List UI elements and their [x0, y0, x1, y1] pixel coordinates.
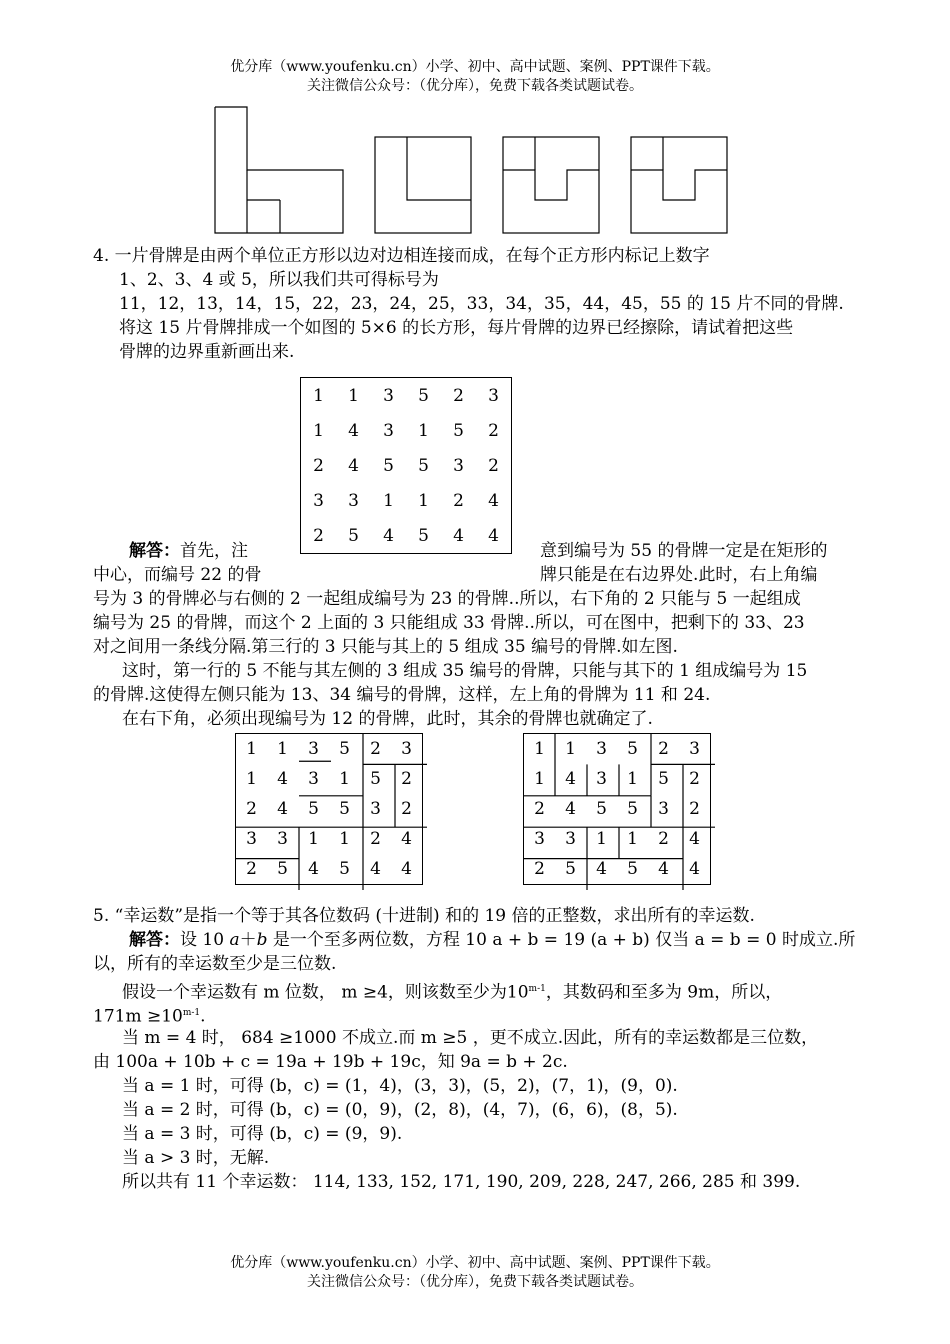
header-line-1: 优分库（www.youfenku.cn）小学、初中、高中试题、案例、PPT课件下载。	[230, 59, 720, 75]
grid-cell: 3	[308, 739, 319, 759]
grid-cell: 3	[308, 769, 319, 789]
p5-l5: 171m ≥10	[93, 1006, 183, 1027]
grid-row	[236, 794, 423, 824]
grid-cell: 2	[401, 769, 412, 789]
p5-line-5	[93, 1002, 206, 1028]
grid-cell: 1	[246, 769, 257, 789]
p5-l2b: a	[229, 930, 240, 950]
grid-cell: 3	[565, 829, 576, 849]
grid-cell: 5	[565, 859, 576, 879]
grid-cell: 5	[277, 859, 288, 879]
grid-cell: 4	[658, 859, 669, 879]
p4-line-1: 4. 一片骨牌是由两个单位正方形以边对边相连接而成，在每个正方形内标记上数字	[93, 246, 710, 266]
p5-line-7: 由 100a + 10b + c = 19a + 19b + 19c，知 9a = b + 2c.	[93, 1052, 568, 1072]
domino-grid-left	[235, 733, 423, 885]
p5-line-8: 当 a = 1 时，可得 (b，c) = (1，4)，(3，3)，(5，2)，(7，1)，(9，0).	[122, 1076, 678, 1096]
grid-cell: 2	[453, 490, 464, 511]
grid-cell: 3	[658, 799, 669, 819]
grid-cell: 4	[488, 525, 499, 546]
grid-row	[524, 794, 711, 824]
grid-cell: 2	[534, 799, 545, 819]
grid-cell: 3	[401, 739, 412, 759]
domino-grid	[300, 377, 512, 554]
grid-cell: 4	[689, 859, 700, 879]
grid-cell: 5	[339, 859, 350, 879]
p4-sol-1b: 意到编号为 55 的骨牌一定是在矩形的	[540, 541, 828, 561]
polyomino-figure	[0, 0, 950, 240]
grid-cell: 5	[339, 799, 350, 819]
grid-cell: 4	[308, 859, 319, 879]
grid-cell: 4	[383, 525, 394, 546]
grid-cell: 5	[627, 859, 638, 879]
grid-cell: 2	[534, 859, 545, 879]
grid-cell: 5	[658, 769, 669, 789]
grid-cell: 3	[246, 829, 257, 849]
grid-cell: 1	[627, 829, 638, 849]
p5-l4-sup: m-1	[528, 984, 546, 994]
grid-cell: 1	[339, 829, 350, 849]
header-line-2: 关注微信公众号：（优分库），免费下载各类试题试卷。	[307, 78, 643, 94]
grid-cell: 1	[596, 829, 607, 849]
grid-cell: 5	[453, 420, 464, 441]
grid-cell: 5	[418, 385, 429, 406]
grid-cell: 2	[488, 420, 499, 441]
solution-label: 解答：	[129, 541, 180, 561]
grid-row	[524, 734, 711, 765]
grid-cell: 3	[383, 420, 394, 441]
grid-cell: 4	[596, 859, 607, 879]
grid-cell: 4	[401, 859, 412, 879]
grid-cell: 5	[308, 799, 319, 819]
grid-cell: 2	[488, 455, 499, 476]
p4-sol-7: 的骨牌.这使得左侧只能为 13、34 编号的骨牌，这样，左上角的骨牌为 11 和 24.	[93, 685, 711, 705]
p5-line-12: 所以共有 11 个幸运数： 114, 133, 152, 171, 190, 209, 228, 247, 266, 285 和 399.	[122, 1172, 801, 1192]
grid-cell: 5	[370, 769, 381, 789]
grid-cell: 1	[348, 385, 359, 406]
grid-cell: 2	[453, 385, 464, 406]
grid-cell: 2	[658, 829, 669, 849]
grid-cell: 4	[277, 799, 288, 819]
grid-cell: 1	[534, 739, 545, 759]
grid-cell: 2	[313, 525, 324, 546]
p5-line-2	[129, 929, 855, 951]
p5-line-4	[122, 978, 782, 1004]
p5-line-1: 5. “幸运数”是指一个等于其各位数码 (十进制) 和的 19 倍的正整数，求出所有的幸运数.	[93, 906, 755, 926]
grid-cell: 5	[627, 739, 638, 759]
grid-cell: 4	[370, 859, 381, 879]
grid-cell: 2	[658, 739, 669, 759]
grid-cell: 4	[348, 420, 359, 441]
grid-cell: 3	[370, 799, 381, 819]
grid-cell: 5	[418, 525, 429, 546]
grid-cell: 1	[383, 490, 394, 511]
footer-line-1: 优分库（www.youfenku.cn）小学、初中、高中试题、案例、PPT课件下载。	[230, 1255, 720, 1271]
grid-row	[301, 448, 512, 483]
grid-cell: 4	[689, 829, 700, 849]
grid-row	[301, 518, 512, 554]
grid-cell: 2	[401, 799, 412, 819]
grid-row	[524, 824, 711, 854]
grid-row	[236, 824, 423, 854]
grid-cell: 2	[689, 799, 700, 819]
grid-row	[301, 378, 512, 414]
grid-cell: 4	[348, 455, 359, 476]
grid-cell: 2	[246, 799, 257, 819]
grid-row	[236, 854, 423, 885]
grid-cell: 5	[348, 525, 359, 546]
p5-line-10: 当 a = 3 时，可得 (b，c) = (9，9).	[122, 1124, 403, 1144]
grid-cell: 1	[313, 420, 324, 441]
grid-cell: 3	[596, 739, 607, 759]
grid-cell: 2	[313, 455, 324, 476]
grid-row	[236, 734, 423, 765]
grid-cell: 1	[534, 769, 545, 789]
p5-l5b: .	[200, 1006, 206, 1027]
p5-line-11: 当 a > 3 时，无解.	[122, 1148, 270, 1168]
grid-cell: 1	[565, 739, 576, 759]
p5-l4b: ，其数码和至多为 9m，所以，	[545, 982, 783, 1003]
footer-line-2: 关注微信公众号：（优分库），免费下载各类试题试卷。	[307, 1274, 643, 1290]
p4-sol-3: 号为 3 的骨牌必与右侧的 2 一起组成编号为 23 的骨牌..所以，右下角的 2 只能与 5 一起组成	[93, 589, 801, 609]
domino-grid-right	[523, 733, 711, 885]
p4-line-2: 1、2、3、4 或 5，所以我们共可得标号为	[119, 270, 439, 290]
grid-row	[236, 764, 423, 794]
grid-cell: 1	[313, 385, 324, 406]
grid-cell: 5	[418, 455, 429, 476]
p4-sol-5: 对之间用一条线分隔.第三行的 3 只能与其上的 5 组成 35 编号的骨牌.如左图.	[93, 637, 678, 657]
p4-sol-6: 这时，第一行的 5 不能与其左侧的 3 组成 35 编号的骨牌，只能与其下的 1 组成编号为 15	[122, 661, 808, 681]
grid-cell: 5	[596, 799, 607, 819]
p4-line-5: 骨牌的边界重新画出来.	[119, 342, 295, 362]
p4-sol-8: 在右下角，必须出现编号为 12 的骨牌，此时，其余的骨牌也就确定了.	[122, 709, 653, 729]
grid-cell: 3	[453, 455, 464, 476]
p4-sol-1a	[129, 540, 248, 562]
grid-row	[524, 764, 711, 794]
grid-cell: 3	[596, 769, 607, 789]
p4-sol-2a: 中心，而编号 22 的骨	[93, 565, 262, 585]
grid-cell: 4	[277, 769, 288, 789]
grid-cell: 2	[689, 769, 700, 789]
p5-l2d: b	[256, 930, 268, 950]
p4-line-4: 将这 15 片骨牌排成一个如图的 5×6 的长方形，每片骨牌的边界已经擦除，请试着把这些	[119, 318, 794, 338]
grid-cell: 3	[383, 385, 394, 406]
p4-sol-4: 编号为 25 的骨牌，而这个 2 上面的 3 只能组成 33 骨牌..所以，可在图中，把剩下的 33、23	[93, 613, 805, 633]
p4-sol-2b: 牌只能是在右边界处.此时，右上角编	[540, 565, 818, 585]
solution-label-2: 解答：	[129, 930, 180, 950]
p5-line-9: 当 a = 2 时，可得 (b，c) = (0，9)，(2，8)，(4，7)，(6，6)，(8，5).	[122, 1100, 678, 1120]
grid-cell: 3	[689, 739, 700, 759]
grid-cell: 4	[401, 829, 412, 849]
grid-row	[524, 854, 711, 885]
grid-row	[301, 413, 512, 448]
grid-cell: 1	[418, 420, 429, 441]
p5-line-6: 当 m = 4 时， 684 ≥1000 不成立.而 m ≥5 ，更不成立.因此，所有的幸运数都是三位数，	[122, 1028, 819, 1048]
grid-cell: 2	[370, 739, 381, 759]
grid-cell: 1	[627, 769, 638, 789]
grid-cell: 4	[565, 769, 576, 789]
p4-line-3: 11，12，13，14，15，22，23，24，25，33，34，35，44，45，55 的 15 片不同的骨牌.	[119, 294, 844, 314]
grid-cell: 3	[277, 829, 288, 849]
grid-cell: 4	[488, 490, 499, 511]
p5-l2e: 是一个至多两位数，方程 10 a + b = 19 (a + b) 仅当 a = b = 0 时成立.所	[267, 930, 856, 950]
grid-cell: 2	[246, 859, 257, 879]
grid-cell: 3	[534, 829, 545, 849]
grid-cell: 3	[313, 490, 324, 511]
grid-cell: 5	[627, 799, 638, 819]
p5-l2a: 设 10	[180, 930, 230, 950]
p5-l2c: ＋	[239, 930, 257, 950]
grid-cell: 3	[488, 385, 499, 406]
grid-cell: 1	[246, 739, 257, 759]
grid-row	[301, 483, 512, 518]
grid-cell: 5	[383, 455, 394, 476]
grid-cell: 1	[418, 490, 429, 511]
grid-cell: 2	[370, 829, 381, 849]
p5-line-3: 以，所有的幸运数至少是三位数.	[93, 954, 337, 974]
grid-cell: 4	[453, 525, 464, 546]
grid-cell: 3	[348, 490, 359, 511]
grid-cell: 1	[339, 769, 350, 789]
p5-l5-sup: m-1	[182, 1008, 201, 1018]
grid-cell: 1	[308, 829, 319, 849]
grid-cell: 5	[339, 739, 350, 759]
p4-sol-1a-text: 首先，注	[180, 541, 248, 561]
grid-cell: 4	[565, 799, 576, 819]
p5-l4: 假设一个幸运数有 m 位数， m ≥4，则该数至少为10	[122, 982, 529, 1003]
grid-cell: 1	[277, 739, 288, 759]
